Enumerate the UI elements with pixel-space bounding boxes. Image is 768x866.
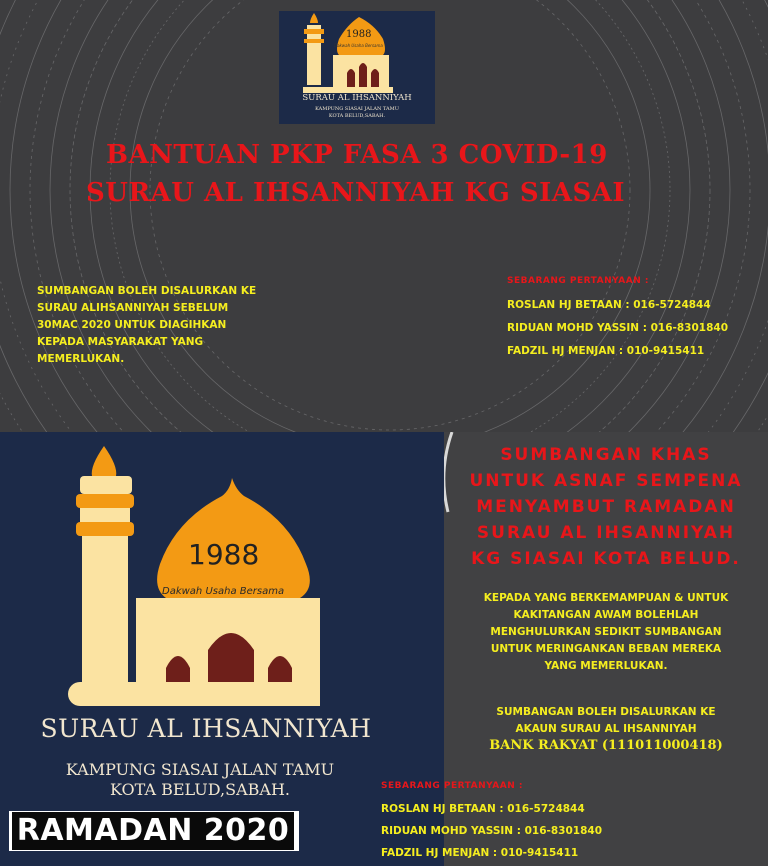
donation-note: [37, 283, 256, 368]
logo-address-2: KOTA BELUD,SABAH.: [328, 113, 386, 119]
title-line-2: SURAU AL IHSANNIYAH KG SIASAI: [86, 178, 626, 208]
appeal-message-line: KAKITANGAN AWAM BOLEHLAH: [513, 609, 699, 621]
contact-item: ROSLAN HJ BETAAN : 016-5724844: [381, 803, 585, 815]
contact-item: FADZIL HJ MENJAN : 010-9415411: [381, 847, 579, 859]
contact-item: FADZIL HJ MENJAN : 010-9415411: [507, 345, 705, 357]
logo-tagline: Dakwah Usaha Bersama: [334, 43, 383, 48]
surau-logo-large: [0, 432, 444, 866]
top-poster: [0, 0, 768, 432]
donation-note-line: 30MAC 2020 UNTUK DIAGIHKAN: [37, 319, 227, 331]
mosque-large-icon: [0, 432, 444, 866]
appeal-heading: [444, 442, 768, 572]
donation-note-line: MEMERLUKAN.: [37, 353, 125, 365]
appeal-heading-line: UNTUK ASNAF SEMPENA: [469, 471, 743, 491]
account-note-2: AKAUN SURAU AL IHSANNIYAH: [515, 723, 697, 735]
logo-name-large: SURAU AL IHSANNIYAH: [40, 714, 372, 743]
bank-account: BANK RAKYAT (111011000418): [489, 738, 723, 753]
contact-item: RIDUAN MOHD YASSIN : 016-8301840: [507, 322, 729, 334]
logo-year: 1988: [346, 29, 372, 40]
surau-logo-small: [279, 11, 435, 124]
appeal-heading-line: SUMBANGAN KHAS: [500, 445, 712, 465]
appeal-heading-line: KG SIASAI KOTA BELUD.: [471, 549, 741, 569]
appeal-message-line: YANG MEMERLUKAN.: [544, 660, 668, 672]
ramadan-label: RAMADAN 2020: [12, 812, 294, 850]
donation-note-line: SURAU ALIHSANNIYAH SEBELUM: [37, 302, 229, 314]
contact-item: ROSLAN HJ BETAAN : 016-5724844: [507, 299, 711, 311]
title-line-1: BANTUAN PKP FASA 3 COVID-19: [106, 140, 608, 170]
contact-list: [507, 294, 728, 363]
contact-heading: SEBARANG PERTANYAAN :: [507, 276, 649, 286]
logo-year-large: 1988: [188, 538, 260, 571]
account-note-1: SUMBANGAN BOLEH DISALURKAN KE: [496, 706, 716, 718]
contact-item: RIDUAN MOHD YASSIN : 016-8301840: [381, 825, 603, 837]
appeal-message-line: KEPADA YANG BERKEMAMPUAN & UNTUK: [483, 592, 729, 604]
logo-address-2-large: KOTA BELUD,SABAH.: [110, 780, 290, 799]
appeal-message-line: MENGHULURKAN SEDIKIT SUMBANGAN: [490, 626, 722, 638]
logo-address-1: KAMPUNG SIASAI JALAN TAMU: [315, 106, 399, 112]
appeal-heading-line: MENYAMBUT RAMADAN: [476, 497, 736, 517]
logo-address-1-large: KAMPUNG SIASAI JALAN TAMU: [65, 760, 335, 779]
donation-note-line: SUMBANGAN BOLEH DISALURKAN KE: [37, 285, 257, 297]
contact-heading-bottom: SEBARANG PERTANYAAN :: [381, 781, 523, 791]
contact-list-bottom: [381, 798, 602, 864]
appeal-heading-line: SURAU AL IHSANNIYAH: [476, 523, 736, 543]
logo-tagline-large: Dakwah Usaha Bersama: [162, 586, 285, 597]
appeal-message-line: UNTUK MERINGANKAN BEBAN MEREKA: [490, 643, 722, 655]
appeal-message: [444, 590, 768, 675]
donation-note-line: KEPADA MASYARAKAT YANG: [37, 336, 204, 348]
logo-name: SURAU AL IHSANNIYAH: [302, 93, 412, 103]
